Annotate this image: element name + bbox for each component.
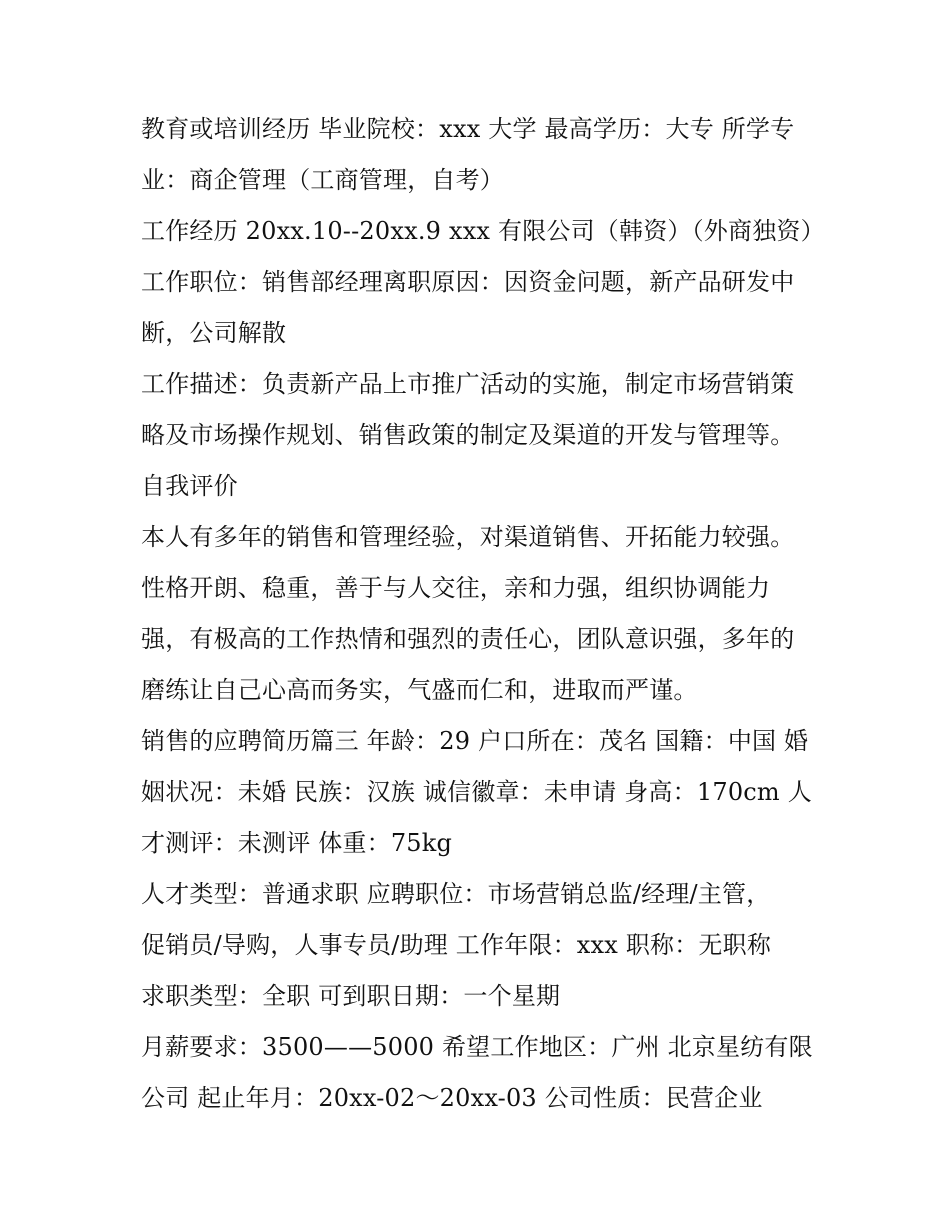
text-line: 姻状况：未婚 民族：汉族 诚信徽章：未申请 身高：170cm 人 [141, 778, 812, 806]
text-line: 略及市场操作规划、销售政策的制定及渠道的开发与管理等。 [141, 421, 795, 449]
text-line: 销售的应聘简历篇三 年龄：29 户口所在：茂名 国籍：中国 婚 [141, 727, 809, 755]
text-line: 断，公司解散 [141, 319, 287, 347]
text-line: 才测评：未测评 体重：75kg [141, 829, 453, 857]
text-line: 促销员/导购，人事专员/助理 工作年限：xxx 职称：无职称 [141, 931, 772, 959]
text-line: 工作职位：销售部经理离职原因：因资金问题，新产品研发中 [141, 268, 795, 296]
section-heading-self-evaluation: 自我评价 [141, 472, 238, 500]
text-line: 公司 起止年月：20xx-02～20xx-03 公司性质：民营企业 [141, 1084, 763, 1112]
text-line: 人才类型：普通求职 应聘职位：市场营销总监/经理/主管， [141, 880, 771, 908]
text-line: 本人有多年的销售和管理经验，对渠道销售、开拓能力较强。 [141, 523, 795, 551]
text-line: 教育或培训经历 毕业院校：xxx 大学 最高学历：大专 所学专 [141, 115, 795, 143]
text-line: 磨练让自己心高而务实，气盛而仁和，进取而严谨。 [141, 676, 698, 704]
text-line: 月薪要求：3500——5000 希望工作地区：广州 北京星纺有限 [141, 1033, 813, 1061]
resume-text-body [141, 104, 825, 1124]
text-line: 求职类型：全职 可到职日期：一个星期 [141, 982, 561, 1010]
text-line: 业：商企管理（工商管理，自考） [141, 166, 504, 194]
text-line: 工作描述：负责新产品上市推广活动的实施，制定市场营销策 [141, 370, 795, 398]
text-line: 强，有极高的工作热情和强烈的责任心，团队意识强，多年的 [141, 625, 795, 653]
text-line: 工作经历 20xx.10--20xx.9 xxx 有限公司（韩资）（外商独资） [141, 217, 825, 245]
text-line: 性格开朗、稳重，善于与人交往，亲和力强，组织协调能力 [141, 574, 771, 602]
